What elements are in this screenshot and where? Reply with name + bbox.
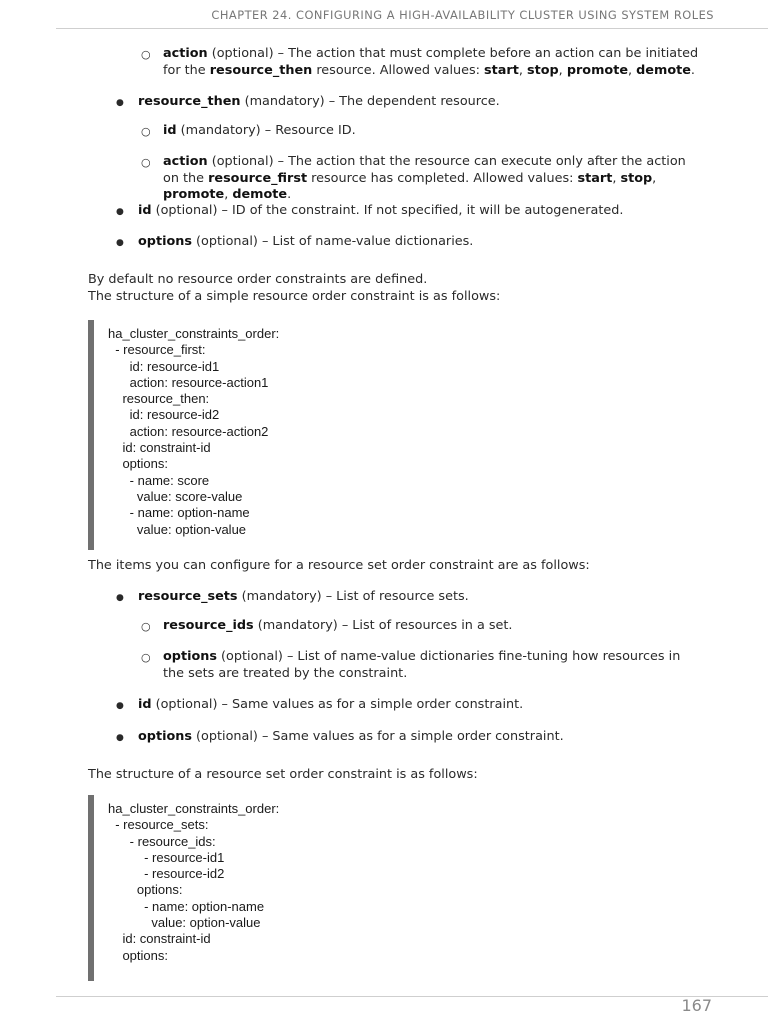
term: resource_then <box>138 94 241 109</box>
term: id <box>138 203 152 218</box>
term: options <box>163 649 217 664</box>
list-item: ○ resource_ids (mandatory) – List of resources in a set. <box>163 618 703 635</box>
circle-bullet-icon <box>141 618 151 636</box>
page-number: 167 <box>681 996 712 1015</box>
list-item: ● options (optional) – Same values as for a simple order constraint. <box>138 729 718 746</box>
list-item: ● id (optional) – ID of the constraint. If not specified, it will be autogenerated. <box>138 203 718 220</box>
term: options <box>138 234 192 249</box>
term: resource_ids <box>163 618 254 633</box>
circle-bullet-icon <box>141 154 151 172</box>
paragraph: The items you can configure for a resource set order constraint are as follows: <box>88 558 590 573</box>
paragraph: The structure of a resource set order constraint is as follows: <box>88 767 478 782</box>
disc-bullet-icon <box>116 94 124 113</box>
disc-bullet-icon <box>116 729 124 748</box>
list-item: ○ action (optional) – The action that the resource can execute only after the action on the resource_first resource has completed. Allowed values: start, stop, promote, demote. <box>163 154 703 204</box>
code-text: ha_cluster_constraints_order: - resource_first: id: resource-id1 action: resource-action1 resource_then: id: resource-id2 action: resource-action2 id: constraint-id options: - name: score value: score-value - name: option-name value: option-value <box>108 326 280 537</box>
disc-bullet-icon <box>116 203 124 222</box>
paragraph: By default no resource order constraints are defined. The structure of a simple resource order constraint is as follows: <box>88 272 501 304</box>
page-header <box>56 0 768 29</box>
footer-divider <box>56 996 768 997</box>
list-item: ● resource_sets (mandatory) – List of resource sets. <box>138 589 718 606</box>
chapter-title: CHAPTER 24. CONFIGURING A HIGH-AVAILABILITY CLUSTER USING SYSTEM ROLES <box>211 8 714 22</box>
disc-bullet-icon <box>116 589 124 608</box>
disc-bullet-icon <box>116 697 124 716</box>
term: id <box>138 697 152 712</box>
list-item: ● options (optional) – List of name-value dictionaries. <box>138 234 718 251</box>
list-item: ○ action (optional) – The action that must complete before an action can be initiated for the resource_then resource. Allowed values: start, stop, promote, demote. <box>163 46 703 79</box>
circle-bullet-icon <box>141 649 151 667</box>
code-block <box>88 320 734 550</box>
list-item: ● resource_then (mandatory) – The dependent resource. <box>138 94 718 111</box>
term: id <box>163 123 177 138</box>
circle-bullet-icon <box>141 123 151 141</box>
code-block <box>88 795 734 981</box>
disc-bullet-icon <box>116 234 124 253</box>
term: options <box>138 729 192 744</box>
list-item: ● id (optional) – Same values as for a simple order constraint. <box>138 697 718 714</box>
term: resource_sets <box>138 589 238 604</box>
list-item: ○ options (optional) – List of name-value dictionaries fine-tuning how resources in the sets are treated by the constraint. <box>163 649 703 682</box>
term: action <box>163 154 208 169</box>
list-item: ○ id (mandatory) – Resource ID. <box>163 123 703 140</box>
term: action <box>163 46 208 61</box>
circle-bullet-icon <box>141 46 151 64</box>
code-text: ha_cluster_constraints_order: - resource_sets: - resource_ids: - resource-id1 - resource-id2 options: - name: option-name value: option-value id: constraint-id options: <box>108 801 280 963</box>
